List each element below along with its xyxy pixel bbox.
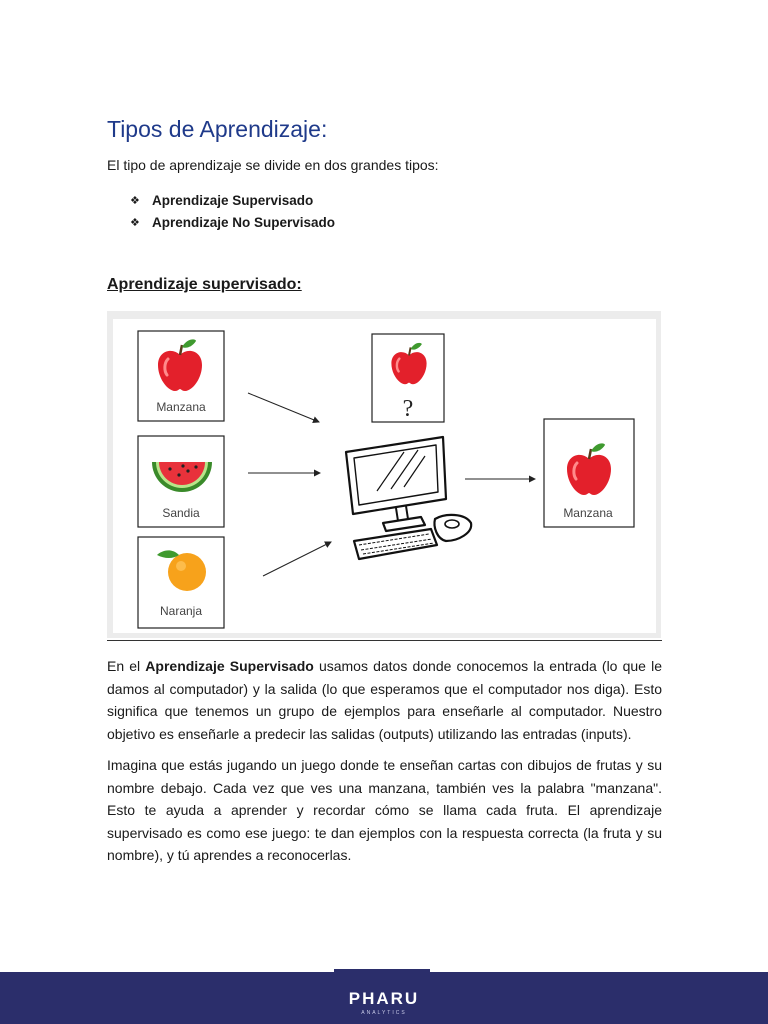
computer-icon [346, 437, 471, 559]
section-heading: Aprendizaje supervisado: [107, 276, 302, 293]
figure-canvas [113, 319, 656, 633]
card-label: Naranja [159, 604, 203, 618]
footer-bar [0, 972, 768, 1024]
question-mark-icon: ? [402, 396, 414, 422]
supervised-learning-figure [107, 311, 661, 638]
list-item-label: Aprendizaje No Supervisado [152, 214, 336, 230]
learning-types-list [130, 189, 335, 233]
input-card-orange [138, 537, 224, 628]
arrow-icon [263, 542, 331, 576]
list-item [130, 189, 335, 211]
card-label: Manzana [156, 400, 206, 414]
card-label: Manzana [563, 506, 613, 520]
paragraph-bold-term: Aprendizaje Supervisado [145, 658, 314, 674]
input-card-apple [138, 331, 224, 421]
page-title: Tipos de Aprendizaje: [107, 116, 328, 142]
card-label: Sandia [162, 506, 200, 520]
footer-tab [334, 969, 430, 972]
output-card [544, 419, 634, 527]
intro-text: El tipo de aprendizaje se divide en dos grandes tipos: [107, 157, 439, 173]
diamond-bullet-icon: ❖ [130, 194, 140, 207]
arrow-icon [248, 393, 319, 422]
query-card [372, 334, 444, 422]
brand-logo: PHARU [348, 989, 420, 1008]
brand-tagline: ANALYTICS [361, 1010, 407, 1016]
paragraph-text: En el [107, 658, 146, 674]
paragraph-text: usamos datos donde conocemos la entrada (lo que le damos al computador) y la salida (lo que esperamos que el computador nos diga). Esto significa que tenemos un grupo de ejemplos para enseñarle al computador. Nuestro objetivo es enseñarle a predecir las salidas (outputs) utilizando las entradas (inputs). [107, 658, 662, 742]
diamond-bullet-icon: ❖ [130, 216, 140, 229]
input-card-watermelon [138, 436, 224, 527]
list-item [130, 211, 335, 233]
paragraph-example: Imagina que estás jugando un juego donde te enseñan cartas con dibujos de frutas y su nombre debajo. Cada vez que ves una manzana, también ves la palabra "manzana". Esto te ayuda a aprender y recordar cómo se llama cada fruta. El aprendizaje supervisado es como ese juego: te dan ejemplos con la respuesta correcta (la fruta y su nombre), y tú aprendes a reconocerlas. [107, 757, 662, 863]
divider [107, 640, 662, 641]
list-item-label: Aprendizaje Supervisado [152, 192, 314, 208]
figure-svg [113, 319, 656, 633]
paragraph-supervised-definition [107, 655, 662, 745]
